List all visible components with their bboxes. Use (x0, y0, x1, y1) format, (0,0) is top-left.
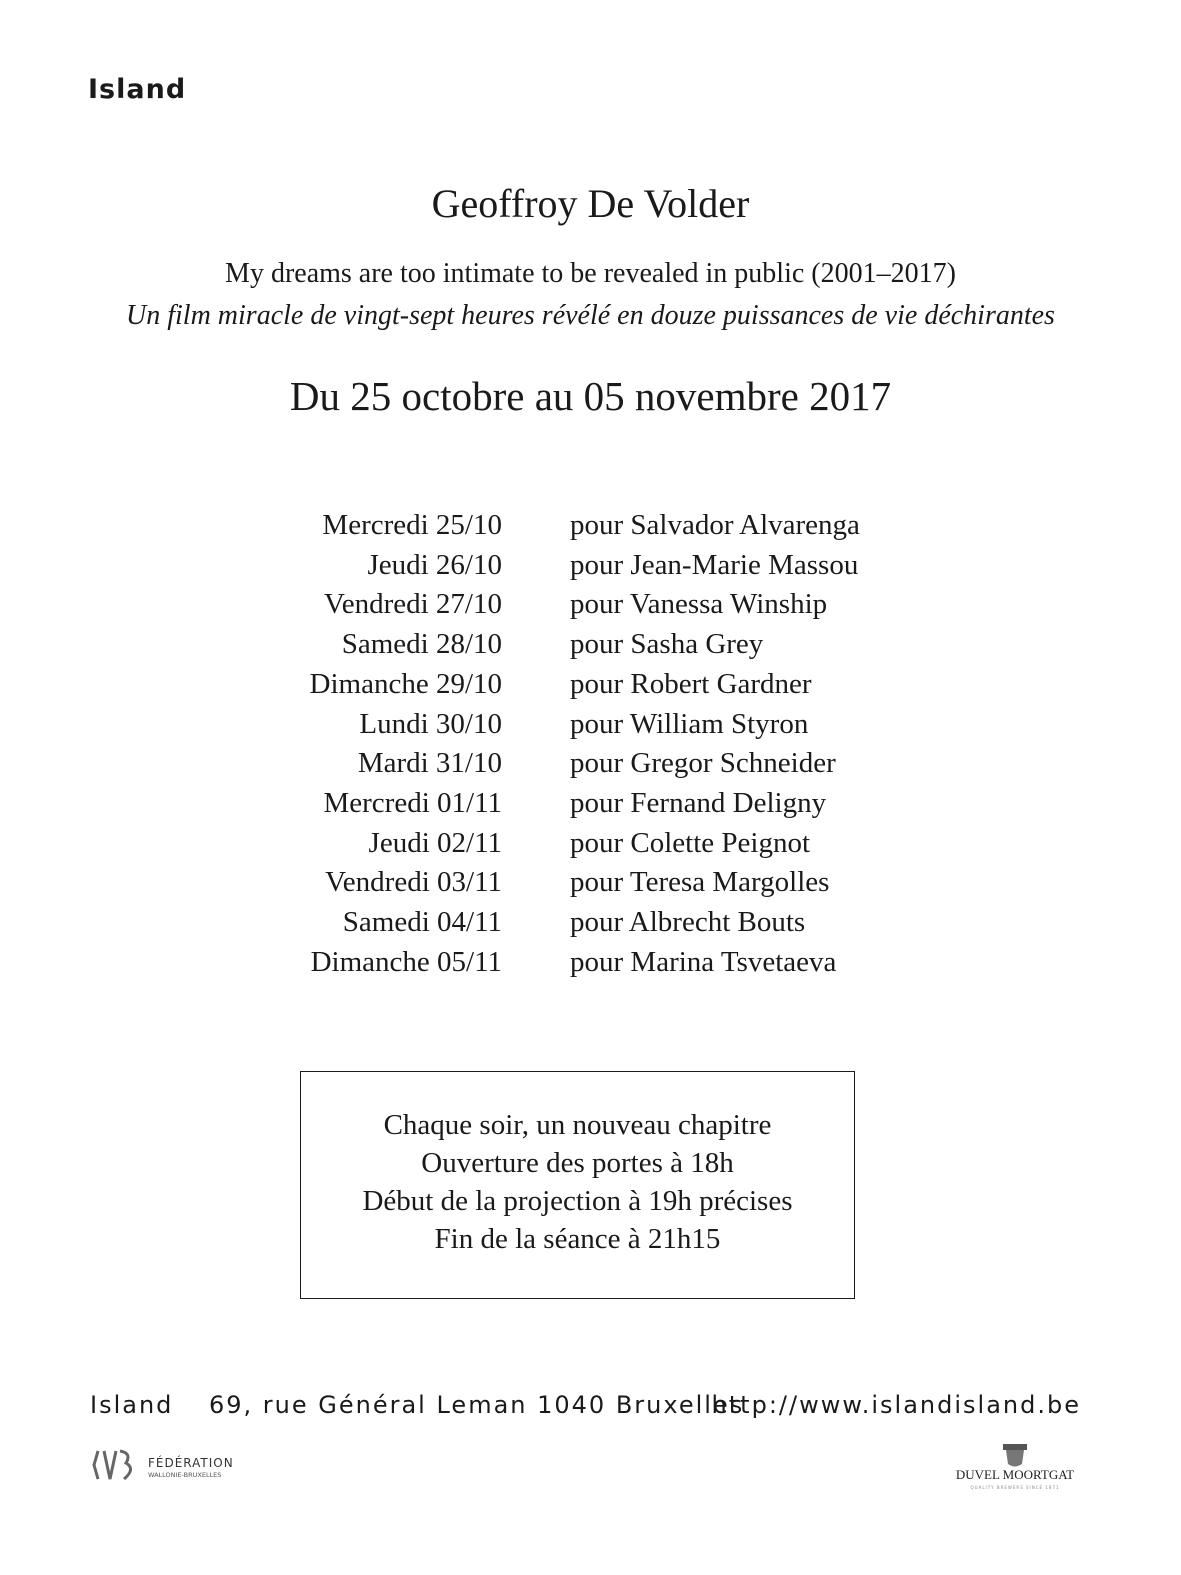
duvel-name: DUVEL MOORTGAT (955, 1467, 1075, 1482)
schedule-day: Samedi 28/10 (341, 628, 502, 661)
schedule-dedication: pour Teresa Margolles (570, 866, 830, 899)
footer-address: 69, rue Général Leman 1040 Bruxelles (209, 1391, 745, 1419)
schedule-day: Mercredi 25/10 (322, 509, 502, 541)
schedule-day: Mercredi 01/11 (323, 786, 502, 819)
schedule-dedication: pour Robert Gardner (570, 667, 812, 700)
federation-wallonie-bruxelles-logo (90, 1445, 250, 1485)
schedule-row (270, 903, 860, 943)
info-line: Début de la projection à 19h précises (362, 1185, 793, 1217)
schedule-row (270, 506, 860, 546)
footer-venue-name: Island (90, 1391, 174, 1419)
duvel-tagline: QUALITY BREWERS SINCE 1871 (970, 1485, 1060, 1490)
schedule-day: Lundi 30/10 (359, 707, 502, 740)
schedule-row (270, 705, 860, 745)
schedule-row (270, 665, 860, 705)
subtitle-english: My dreams are too intimate to be revealed in public (2001–2017) (225, 258, 956, 289)
schedule-row (270, 546, 860, 586)
schedule-dedication: pour Albrecht Bouts (570, 906, 806, 939)
schedule-dedication: pour Marina Tsvetaeva (570, 945, 837, 978)
duvel-moortgat-logo (940, 1440, 1090, 1495)
artist-name: Geoffroy De Volder (431, 181, 750, 226)
schedule-dedication: pour Jean-Marie Massou (570, 548, 859, 581)
schedule-day: Mardi 31/10 (357, 747, 502, 780)
schedule-table (270, 506, 860, 982)
subtitle-french: Un film miracle de vingt-sept heures révélé en douze puissances de vie déchirantes (126, 300, 1055, 331)
schedule-day: Vendredi 03/11 (325, 866, 502, 899)
schedule-row (270, 784, 860, 824)
schedule-day: Jeudi 02/11 (368, 826, 502, 859)
brand-title: Island (88, 74, 187, 105)
fwb-line1: FÉDÉRATION (148, 1456, 234, 1470)
event-dates: Du 25 octobre au 05 novembre 2017 (289, 373, 892, 419)
schedule-dedication: pour Salvador Alvarenga (570, 509, 860, 541)
info-line: Ouverture des portes à 18h (421, 1147, 734, 1179)
info-line: Chaque soir, un nouveau chapitre (383, 1109, 772, 1141)
schedule-day: Dimanche 29/10 (309, 667, 502, 700)
schedule-day: Jeudi 26/10 (367, 548, 502, 581)
footer-website-link[interactable]: http://www.islandisland.be (711, 1391, 1081, 1419)
schedule-row (270, 585, 860, 625)
schedule-dedication: pour William Styron (570, 707, 809, 740)
schedule-dedication: pour Sasha Grey (570, 628, 764, 661)
fwb-line2: WALLONIE-BRUXELLES (148, 1471, 222, 1479)
schedule-row (270, 625, 860, 665)
schedule-day: Samedi 04/11 (342, 906, 502, 939)
schedule-row (270, 943, 860, 983)
schedule-row (270, 824, 860, 864)
schedule-day: Dimanche 05/11 (310, 945, 502, 978)
schedule-row (270, 744, 860, 784)
info-line: Fin de la séance à 21h15 (434, 1223, 721, 1255)
schedule-row (270, 863, 860, 903)
schedule-dedication: pour Fernand Deligny (570, 786, 827, 819)
schedule-day: Vendredi 27/10 (324, 588, 502, 621)
info-box (300, 1071, 855, 1299)
schedule-dedication: pour Gregor Schneider (570, 747, 836, 780)
schedule-dedication: pour Vanessa Winship (570, 588, 828, 621)
duvel-crest-icon (1003, 1444, 1027, 1467)
schedule-dedication: pour Colette Peignot (570, 826, 811, 859)
